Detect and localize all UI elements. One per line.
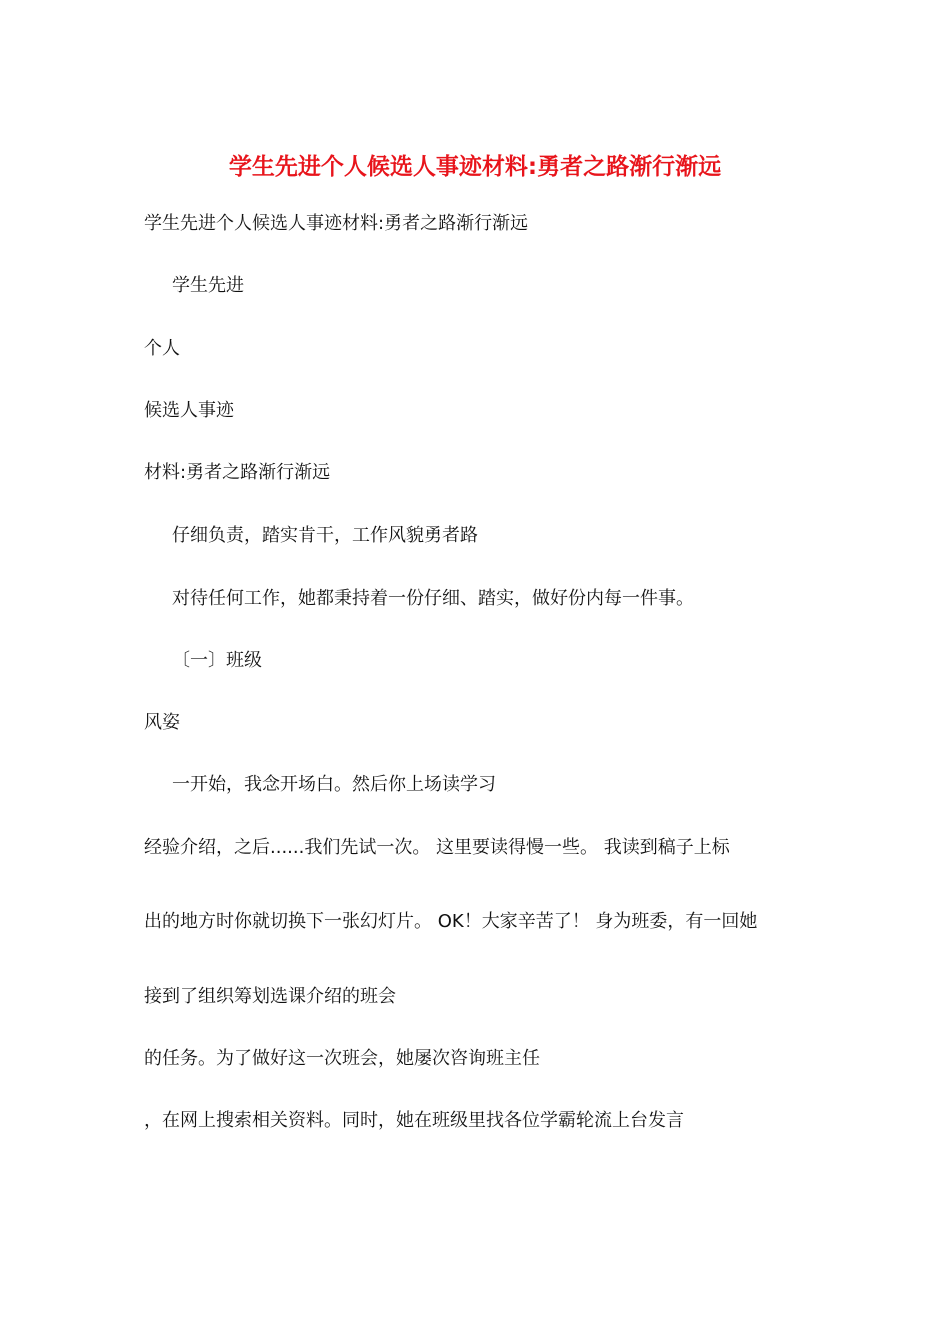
paragraph-line: 出的地方时你就切换下一张幻灯片。 OK！大家辛苦了！ 身为班委，有一回她 [144, 911, 758, 932]
paragraph-line: 一开始，我念开场白。然后你上场读学习 [172, 774, 496, 795]
paragraph-line: 经验介绍，之后......我们先试一次。 这里要读得慢一些。 我读到稿子上标 [144, 837, 730, 858]
paragraph-line: 学生先进 [172, 275, 244, 296]
paragraph-line: ，在网上搜索相关资料。同时，她在班级里找各位学霸轮流上台发言 [144, 1110, 684, 1131]
paragraph-line: 个人 [144, 338, 180, 359]
paragraph-line: 风姿 [144, 712, 180, 733]
paragraph-line: 学生先进个人候选人事迹材料:勇者之路渐行渐远 [144, 213, 529, 234]
paragraph-line: 对待任何工作，她都秉持着一份仔细、踏实，做好份内每一件事。 [172, 588, 694, 609]
paragraph-line: 材料:勇者之路渐行渐远 [144, 462, 331, 483]
paragraph-line: 候选人事迹 [144, 400, 234, 421]
document-title: 学生先进个人候选人事迹材料:勇者之路渐行渐远 [228, 154, 722, 180]
section-heading: 〔一〕班级 [172, 650, 262, 671]
paragraph-line: 接到了组织筹划选课介绍的班会 [144, 986, 396, 1007]
paragraph-line: 仔细负责，踏实肯干，工作风貌勇者路 [172, 525, 478, 546]
paragraph-line: 的任务。为了做好这一次班会，她屡次咨询班主任 [144, 1048, 540, 1069]
